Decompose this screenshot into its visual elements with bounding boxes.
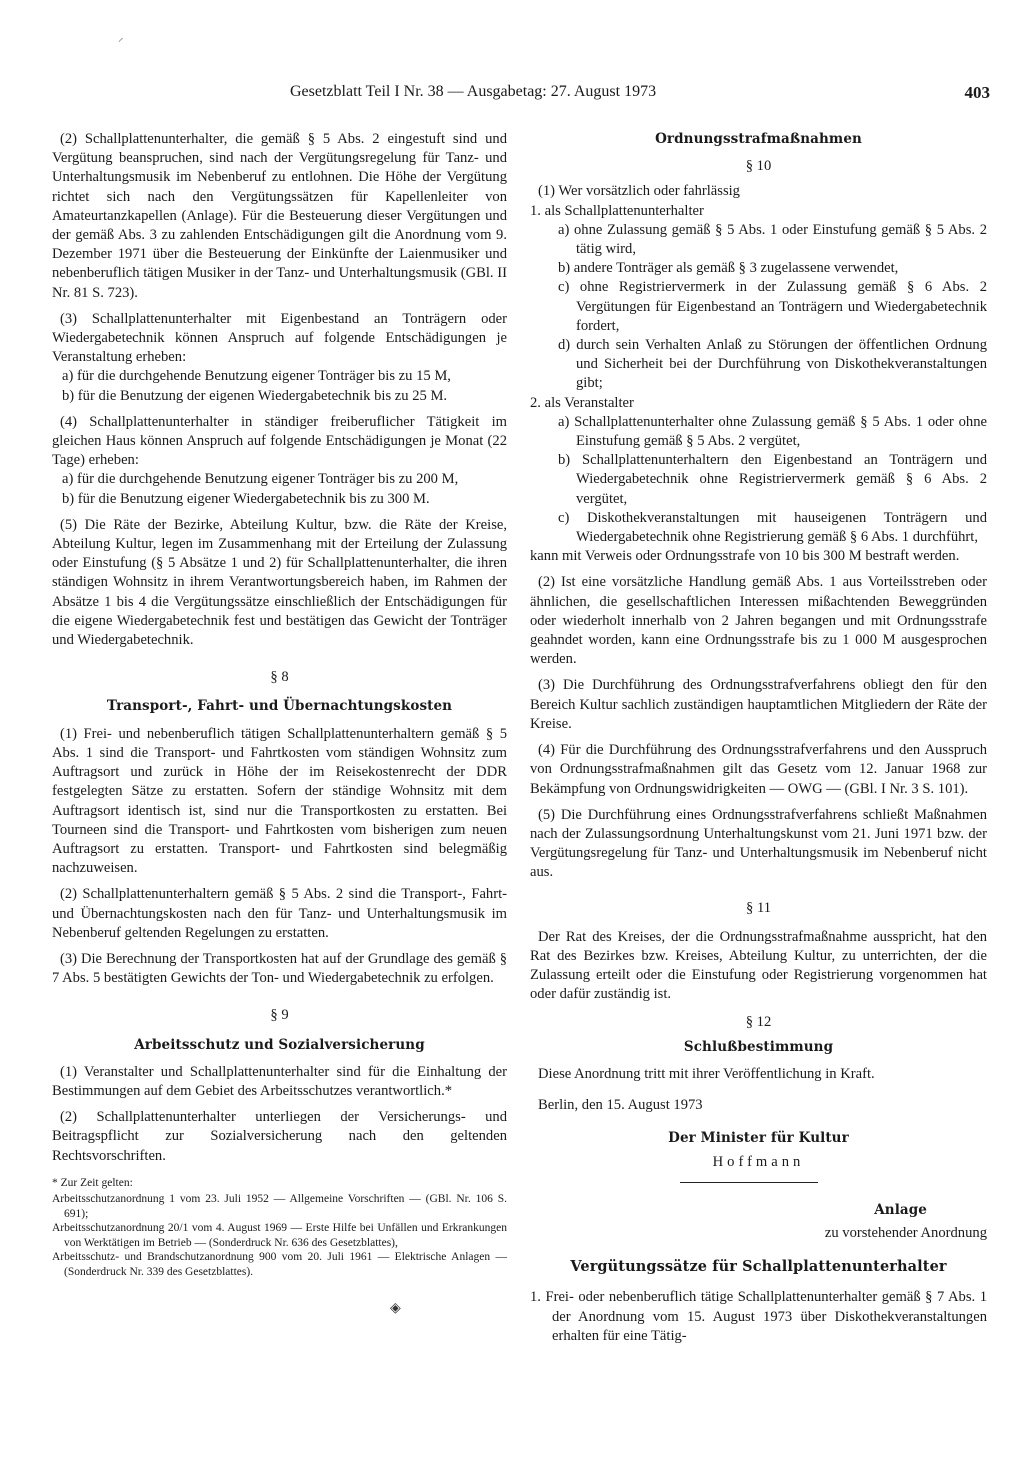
list-item: b) andere Tonträger als gemäß § 3 zugelassene verwendet,: [558, 260, 899, 277]
section-number: § 11: [746, 899, 771, 916]
paragraph: (5) Die Durchführung eines Ordnungsstrafverfahrens schließt Maßnahmen nach der Zulassungsordnung Unterhaltungskunst vom 21. Juni 1971 bzw. der Vergütungsregelung für Tanz- und Unterhaltungsmusik im Nebenberuf nicht aus.: [530, 806, 987, 881]
list-item: c) Diskothekveranstaltungen mit hauseigenen Tonträgern und Wiedergabetechnik ohne Registrierung gemäß § 6 Abs. 1 durchführt,: [558, 509, 987, 546]
paragraph: (3) Schallplattenunterhalter mit Eigenbestand an Tonträgern oder Wiedergabetechnik können Anspruch auf folgende Entschädigungen je Veranstaltung erheben:: [52, 310, 507, 366]
signatory-name: Hoffmann: [712, 1153, 805, 1170]
list-item: b) für die Benutzung der eigenen Wiedergabetechnik bis zu 25 M.: [62, 387, 448, 404]
paragraph: (1) Veranstalter und Schallplattenunterhalter sind für die Einhaltung der Bestimmungen auf dem Gebiet des Arbeitsschutzes verantwortlich.*: [52, 1063, 507, 1099]
scan-mark: ⸝: [118, 32, 124, 44]
paragraph: (1) Wer vorsätzlich oder fahrlässig: [538, 183, 740, 200]
footnote-heading: * Zur Zeit gelten:: [52, 1176, 133, 1189]
section-number: § 10: [745, 158, 772, 175]
list-item: c) ohne Registriervermerk in der Zulassung gemäß § 6 Abs. 2 Vergütungen für Eigenbestand an Tonträgern und Wiedergabetechnik fordert,: [558, 279, 987, 334]
annex-subtitle: zu vorstehender Anordnung: [824, 1224, 987, 1241]
divider: [680, 1182, 818, 1183]
place-date: Berlin, den 15. August 1973: [538, 1097, 703, 1114]
list-item: d) durch sein Verhalten Anlaß zu Störungen der öffentlichen Ordnung und Sicherheit bei der Durchführung von Diskothekveranstaltungen gibt;: [558, 337, 987, 392]
paragraph: (3) Die Berechnung der Transportkosten hat auf der Grundlage des gemäß § 7 Abs. 5 bestätigten Gewichts der Ton- und Wiedergabetechnik zu erfolgen.: [52, 950, 507, 987]
page-header: [290, 83, 990, 107]
paragraph: (3) Die Durchführung des Ordnungsstrafverfahrens obliegt den für den Bereich Kultur sachlich zuständigen hauptamtlichen Mitgliedern der Räte der Kreise.: [530, 677, 987, 732]
footnote: Arbeitsschutzanordnung 20/1 vom 4. August 1969 — Erste Hilfe bei Unfällen und Erkrankungen von Werktätigen im Betrieb — (Sonderdruck Nr. 636 des Gesetzblattes),: [52, 1222, 507, 1249]
left-column: [52, 130, 507, 1279]
paragraph: (1) Frei- und nebenberuflich tätigen Schallplattenunterhaltern gemäß § 5 Abs. 1 sind die Transport- und Fahrtkosten vom ständigen Wohnsitz zum Auftragsort und zurück in Höhe der im Reisekostenrecht der DDR festgelegten Sätze zu erstatten. Sofern der ständige Wohnsitz mit dem Auftragsort identisch ist, sind nur die Transportkosten zu erstatten. Bei Tourneen sind die Transport- und Fahrtkosten vom bisherigen zum neuen Auftragsort zu erstatten. Transport- und Fahrtkosten sind belegmäßig nachzuweisen.: [52, 725, 507, 877]
section-heading: Arbeitsschutz und Sozialversicherung: [134, 1036, 425, 1053]
list-item: a) für die durchgehende Benutzung eigener Tonträger bis zu 15 M,: [62, 368, 451, 385]
paragraph: Der Rat des Kreises, der die Ordnungsstrafmaßnahme ausspricht, hat den Rat des Bezirkes bzw. Kreises, Abteilung Kultur, zu unterrichten, der die Zulassung erteilt oder die Einstufung oder Registrierung vorgenommen hat oder dafür zuständig ist.: [530, 928, 987, 1003]
section-number: § 8: [270, 669, 289, 686]
page-number: 403: [964, 83, 990, 102]
section-heading: Transport-, Fahrt- und Übernachtungskosten: [106, 698, 453, 715]
paragraph: (2) Schallplattenunterhaltern gemäß § 5 Abs. 2 sind die Transport-, Fahrt- und Übernachtungskosten nach den für Tanz- und Unterhaltungsmusik im Nebenberuf geltenden Regelungen zu erstatten.: [52, 886, 507, 941]
paragraph: (2) Schallplattenunterhalter unterliegen der Versicherungs- und Beitragspflicht zur Sozialversicherung nach den geltenden Rechtsvorschriften.: [52, 1109, 507, 1164]
paragraph: Diese Anordnung tritt mit ihrer Veröffentlichung in Kraft.: [538, 1065, 875, 1082]
section-number: § 12: [745, 1013, 772, 1030]
list-item: 1. als Schallplattenunterhalter: [530, 202, 704, 219]
paragraph: (4) Schallplattenunterhalter in ständiger freiberuflicher Tätigkeit im gleichen Haus können Anspruch auf folgende Entschädigungen je Monat (22 Tage) erheben:: [52, 413, 507, 469]
annex-title: Anlage: [874, 1201, 927, 1218]
paragraph: (2) Schallplattenunterhalter, die gemäß § 5 Abs. 2 eingestuft sind und Vergütung beanspruchen, sind nach der Vergütungsregelung für Tanz- und Unterhaltungsmusik im Nebenberuf zu entlohnen. Die Höhe der Vergütung richtet sich nach den Vergütungssätzen für Kapellenleiter von Amateurtanzkapellen (Anlage). Für die Besteuerung dieser Vergütungen und der gemäß Abs. 3 zu zahlenden Entschädigungen gilt die Anordnung vom 9. Dezember 1971 über die Besteuerung der Einkünfte der Laienmusiker und nebenberuflich tätigen Musiker in der Tanz- und Unterhaltungsmusik (GBl. II Nr. 81 S. 723).: [52, 131, 507, 301]
signatory-title: Der Minister für Kultur: [668, 1130, 849, 1147]
section-number: § 9: [270, 1007, 289, 1024]
list-item: a) für die durchgehende Benutzung eigener Tonträger bis zu 200 M,: [62, 471, 459, 488]
right-column: [530, 130, 987, 1346]
scan-mark: ◈: [390, 1301, 401, 1316]
paragraph: (2) Ist eine vorsätzliche Handlung gemäß Abs. 1 aus Vorteilsstreben oder ähnlichen, die gesellschaftlichen Interessen mißachtenden Beweggründen oder wiederholt innerhalb von 2 Jahren begangen und mit Ordnungsstrafe geahndet worden, kann eine Ordnungsstrafe bis zu 1 000 M ausgesprochen werden.: [530, 574, 987, 668]
footnote: Arbeitsschutzanordnung 1 vom 23. Juli 1952 — Allgemeine Vorschriften — (GBl. Nr. 106 S. 691);: [52, 1193, 507, 1220]
paragraph: (4) Für die Durchführung des Ordnungsstrafverfahrens und den Ausspruch von Ordnungsstrafmaßnahmen gilt das Gesetz vom 12. Januar 1968 zur Bekämpfung von Ordnungswidrigkeiten — OWG — (GBl. I Nr. 3 S. 101).: [530, 742, 987, 797]
section-heading: Schlußbestimmung: [683, 1038, 834, 1055]
list-item: a) Schallplattenunterhalter ohne Zulassung gemäß § 5 Abs. 1 oder ohne Einstufung gemäß § 5 Abs. 2 vergütet,: [558, 413, 987, 450]
footnote: Arbeitsschutz- und Brandschutzanordnung 900 vom 20. Juli 1961 — Elektrische Anlagen — (Sonderdruck Nr. 339 des Gesetzblattes).: [52, 1251, 507, 1278]
list-item: b) Schallplattenunterhaltern den Eigenbestand an Tonträgern und Wiedergabetechnik ohne Registriervermerk gemäß § 6 Abs. 2 vergütet,: [558, 452, 987, 507]
list-item: 1. Frei- oder nebenberuflich tätige Schallplattenunterhalter gemäß § 7 Abs. 1 der Anordnung vom 15. August 1973 über Diskothekveranstaltungen erhalten für eine Tätig-: [530, 1289, 987, 1344]
list-item: b) für die Benutzung eigener Wiedergabetechnik bis zu 300 M.: [62, 490, 430, 507]
running-title: Gesetzblatt Teil I Nr. 38 — Ausgabetag: 27. August 1973: [290, 83, 657, 100]
annex-heading: Vergütungssätze für Schallplattenunterhalter: [570, 1258, 947, 1276]
list-item: 2. als Veranstalter: [530, 394, 634, 411]
paragraph: kann mit Verweis oder Ordnungsstrafe von 10 bis 300 M bestraft werden.: [530, 548, 960, 565]
list-item: a) ohne Zulassung gemäß § 5 Abs. 1 oder Einstufung gemäß § 5 Abs. 2 tätig wird,: [558, 221, 987, 258]
paragraph: (5) Die Räte der Bezirke, Abteilung Kultur, bzw. die Räte der Kreise, Abteilung Kultur, legen im Zusammenhang mit der Erteilung der Zulassung oder Einstufung (§ 5 Absätze 1 und 2) für Schallplattenunterhalter, die ihren ständigen Wohnsitz in ihrem Verantwortungsbereich haben, im Rahmen der Absätze 1 bis 4 die Vergütungssätze einschließlich der Entschädigungen für die eigene Wiedergabetechnik fest und bestätigen das Gewicht der Tonträger und Wiedergabetechnik.: [52, 516, 507, 649]
section-heading: Ordnungsstrafmaßnahmen: [655, 131, 862, 147]
